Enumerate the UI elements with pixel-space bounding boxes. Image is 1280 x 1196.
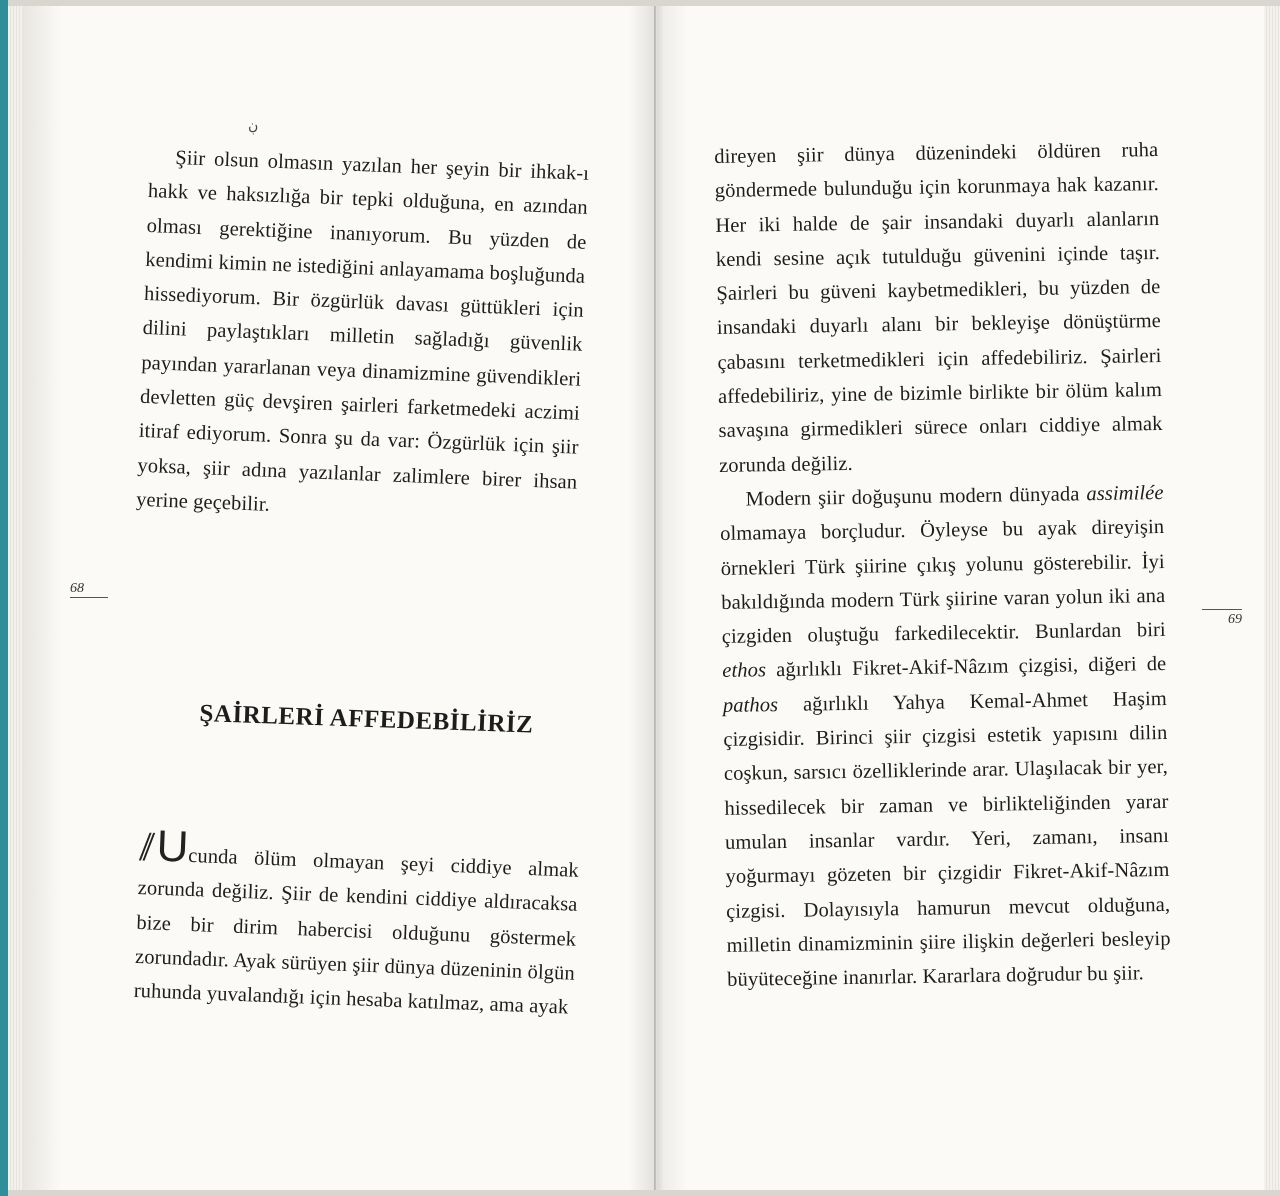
p2-italic-pathos: pathos <box>722 693 779 717</box>
dropcap-ornament: // <box>138 824 148 871</box>
page-edges-left <box>8 6 22 1190</box>
left-paragraph-2-text <box>133 821 580 1025</box>
p2-italic-assimilee: assimilée <box>1086 481 1164 506</box>
chapter-heading: ŞAİRLERİ AFFEDEBİLİRİZ <box>199 700 534 739</box>
p2-part-a: Modern şiir doğuşunu modern dünyada <box>745 483 1087 511</box>
p2-part-b: olmamaya borçludur. Öyleyse bu ayak direyişin örnekleri Türk şiirine çıkış yolunu gösterebilir. İyi bakıldığında modern Türk şiirine varan yolun iki ana çizgiden oluştuğu farkedilecektir. Bunlardan biri <box>720 516 1166 649</box>
p2-italic-ethos: ethos <box>722 659 767 683</box>
page-edges-right <box>1264 6 1280 1190</box>
p2-part-d: ağırlıklı Yahya Kemal-Ahmet Haşim çizgisidir. Birinci şiir çizgisi estetik yapısını dilin coşkun, sarsıcı özelliklerinde arar. Ulaşılacak bir yer, hissedilecek bir zaman ve birlikteliğinden yarar umulan insanlar vardır. Yeri, zamanı, insanı yoğurmayı gözeten bir çizgidir Fikret-Akif-Nâzım çizgisi. Dolayısıyla hamurun mevcut olduğuna, milletin dinamizminin şiire ilişkin değerleri besleyip büyüteceğine inanırlar. Kararlara doğrudur bu şiir. <box>723 687 1171 992</box>
right-paragraph-2 <box>719 476 1171 997</box>
left-paragraph-1 <box>136 140 590 534</box>
p2-part-c: ağırlıklı Fikret-Akif-Nâzım çizgisi, diğeri de <box>765 653 1167 682</box>
left-paragraph-2-rest: cunda ölüm olmayan şeyi ciddiye almak zorunda değiliz. Şiir de kendini ciddiye aldıracaksa bize bir dirim habercisi olduğunu göstermek zorundadır. Ayak sürüyen şiir dünya düzeninin ölgün ruhunda yuvalandığı için hesaba katılmaz, ama ayak <box>133 844 580 1019</box>
right-paragraph-1: direyen şiir dünya düzenindeki öldüren ruha göndermede bulunduğu için korunmaya hak kazanır. Her iki halde de şair insandaki duyarlı alanların kendi sesine açık tutulduğu güvenini içinde taşır. Şairleri bu güveni kaybetmedikleri, bu yüzden de insandaki duyarlı alanı bir bekleyişe dönüştürme çabasını terketmedikleri için affedebiliriz. Şairleri affedebiliriz, yine de bizimle birlikte bir ölüm kalım savaşına girmedikleri sürece onları ciddiye almak zorunda değiliz. <box>714 139 1163 477</box>
right-text-column <box>714 133 1171 997</box>
dropcap-letter: U <box>155 821 190 872</box>
left-page-number: 68 <box>70 581 108 598</box>
ink-speck: ڹ <box>248 119 259 134</box>
right-page-number: 69 <box>1202 609 1242 628</box>
left-paragraph-2 <box>133 821 580 1025</box>
left-paragraph-1-text: Şiir olsun olmasın yazılan her şeyin bir ihkak-ı hakk ve haksızlığa bir tepki olduğuna, en azından olması gerektiğine inanıyorum. Bu yüzden de kendimi kimin ne istediğini anlayamama boşluğunda hissediyorum. Bir özgürlük davası güttükleri için dilini paylaştıkları milletin sağladığı güvenlik payından yararlanan veya dinamizmine güvendikleri devletten güç devşiren şairleri farketmedeki aczimi itiraf ediyorum. Sonra şu da var: Özgürlük için şiir yoksa, şiir adına yazılanlar zalimlere birer ihsan yerine geçebilir. <box>135 146 590 516</box>
